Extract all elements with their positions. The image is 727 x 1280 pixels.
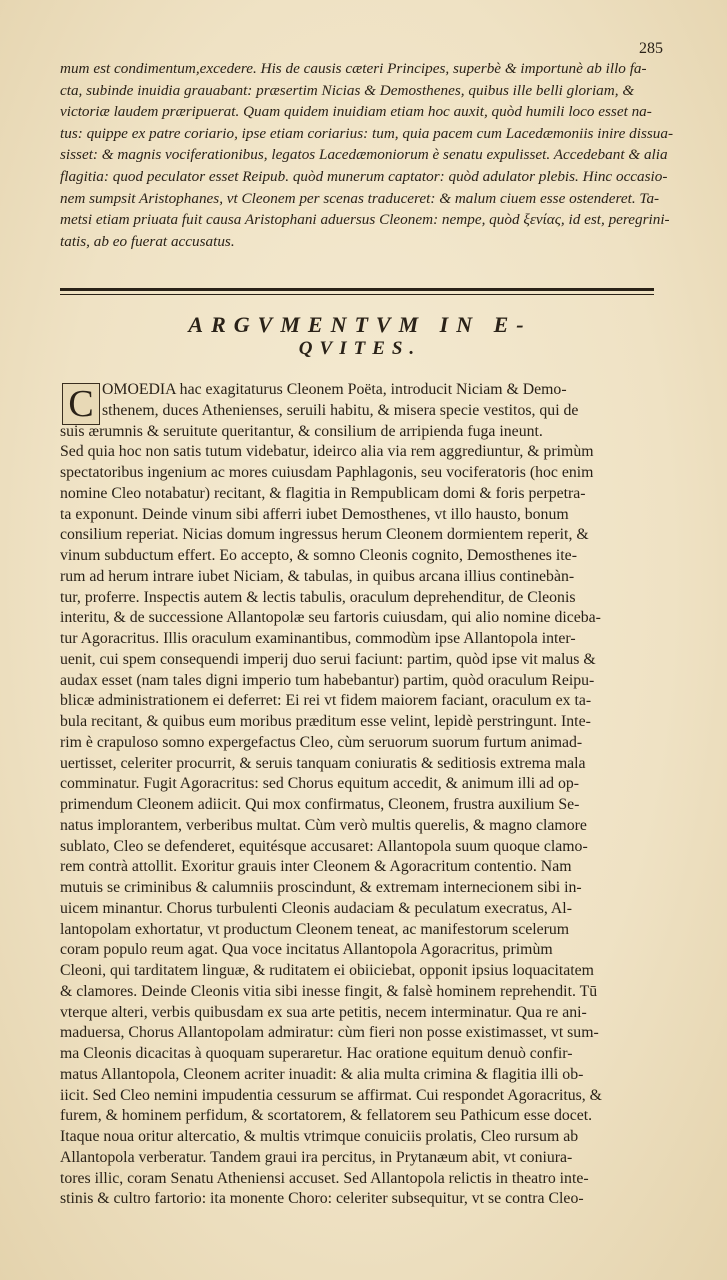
body-line: lantopolam exhortatur, vt productum Cleonem teneat, ac manifestorum scelerum	[60, 920, 570, 938]
body-line: bula recitant, & quibus eum moribus præditum esse velint, lepidè perstringunt. Inte-	[60, 713, 591, 730]
body-line: tores illic, coram Senatu Atheniensi accuset. Sed Allantopola relictis in theatro inte-	[60, 1169, 589, 1187]
argument-paragraph	[60, 380, 660, 1210]
body-line: mutuis se criminibus & calumniis proscindunt, & extremam internecionem sibi in-	[60, 879, 582, 896]
section-title-line2: QVITES.	[298, 338, 422, 359]
decorated-initial: C	[62, 383, 100, 425]
intro-line: metsi etiam priuata fuit causa Aristophani aduersus Cleonem: nempe, quòd ξενίας, id est, peregrini-	[60, 211, 670, 229]
body-line: vinum subductum effert. Eo accepto, & somno Cleonis cognito, Demosthenes ite-	[60, 547, 577, 564]
body-line: comminatur. Fugit Agoracritus: sed Chorus equitum accedit, & animum illi ad op-	[60, 775, 580, 793]
body-line: maduersa, Chorus Allantopolam admiratur: cùm fieri non posse existimasset, vt sum-	[60, 1024, 599, 1042]
body-line: ta exponunt. Deinde vinum sibi afferri iubet Demosthenes, vt illo hausto, bonum	[60, 505, 569, 523]
section-divider-thick	[60, 288, 654, 291]
body-line: uenit, cui spem consequendi imperij duo serui faciunt: partim, quòd ipse vit malus &	[60, 650, 596, 668]
body-line: coram populo reum agat. Qua voce incitatus Allantopola Agoracritus, primùm	[60, 941, 553, 959]
body-line: tur Agoracritus. Illis oraculum examinantibus, commodùm ipse Allantopola inter-	[60, 630, 576, 647]
body-line: spectatoribus ingenium ac mores cuiusdam Paphlagonis, seu vociferatoris (hoc enim	[60, 464, 594, 481]
body-line: Allantopola verberatur. Tandem graui ira percitus, in Prytanæum abit, vt coniura-	[60, 1148, 573, 1166]
body-line: natus implorantem, verberibus multat. Cùm verò multis querelis, & magno clamore	[60, 816, 587, 834]
body-line: OMOEDIA hac exagitaturus Cleonem Poëta, introducit Niciam & Demo-	[102, 381, 567, 398]
section-title-line1: ARGVMENTVM IN E-	[188, 312, 532, 337]
page-number: 285	[639, 40, 663, 57]
body-line: rim è crapuloso somno expergefactus Cleo, cùm seruorum suorum furtum animad-	[60, 733, 583, 751]
body-line: uertisset, celeriter procurrit, & seruis tanquam coniuratis & seditiosis extrema mala	[60, 754, 586, 772]
intro-line: tus: quippe ex patre coriario, ipse etiam coriarius: tum, quia pacem cum Lacedæmoniis inire dissua-	[60, 124, 674, 142]
section-divider-thin	[60, 294, 654, 295]
body-line: vterque alteri, verbis quibusdam ex sua arte petitis, necem interminatur. Qua re ani-	[60, 1003, 587, 1021]
body-line: sthenem, duces Athenienses, seruili habitu, & misera specie vestitos, qui de	[102, 401, 579, 419]
intro-line: cta, subinde inuidia grauabant: præsertim Nicias & Demosthenes, quibus ille belli gloriam, &	[60, 81, 635, 99]
body-line: furem, & hominem perfidum, & scortatorem, & fellatorem seu Pathicum esse docet.	[60, 1107, 593, 1125]
body-line: Itaque noua oritur altercatio, & multis vtrimque conuiciis prolatis, Cleo rursum ab	[60, 1128, 579, 1145]
intro-paragraph	[60, 58, 674, 252]
intro-line: victoriæ laudem præripuerat. Quam quidem inuidiam etiam hoc auxit, quòd humili loco esset na-	[60, 103, 652, 121]
body-line: suis ærumnis & seruitute queritantur, & consilium de arripienda fuga ineunt.	[60, 422, 543, 440]
body-line: matus Allantopola, Cleonem acriter inuadit: & alia multa crimina & flagitia illi ob-	[60, 1065, 584, 1083]
body-line: rum ad herum intrare iubet Niciam, & tabulas, in quibus arcana illius continebàn-	[60, 567, 575, 585]
intro-line: mum est condimentum,excedere. His de causis cæteri Principes, superbè & importunè ab illo fa-	[60, 60, 647, 77]
body-line: iicit. Sed Cleo nemini impudentia cessurum se affirmat. Cui respondet Agoracritus, &	[60, 1086, 602, 1104]
body-line: audax esset (nam tales digni imperio tum habebantur) partim, quòd oraculum Reipu-	[60, 671, 595, 689]
body-line: tur, proferre. Inspectis autem & lectis tabulis, oraculum deprehenditur, de Cleonis	[60, 588, 576, 606]
body-line: stinis & cultro fartorio: ita monente Choro: celeriter subsequitur, vt se contra Cleo-	[60, 1190, 584, 1208]
body-line: sublato, Cleo se defenderet, equitésque accusaret: Allantopola suum quoque clamo-	[60, 837, 588, 855]
intro-line: tatis, ab eo fuerat accusatus.	[60, 232, 235, 250]
body-line: & clamores. Deinde Cleonis vitia sibi inesse fingit, & falsè hominem reprehendit. Tū	[60, 982, 598, 1000]
body-line: Cleoni, qui tarditatem linguæ, & ruditatem ei obiiciebat, opponit ipsius loquacitatem	[60, 962, 594, 979]
body-line: ma Cleonis dicacitas à quoquam superaretur. Hac oratione equitum denuò confir-	[60, 1045, 573, 1062]
body-line: blicæ administrationem ei deferret: Ei rei vt fidem maiorem faciant, oraculum ex ta-	[60, 692, 592, 710]
intro-line: flagitia: quod peculator esset Reipub. quòd munerum captator: quòd adulator plebis. Hinc occasio-	[60, 167, 668, 185]
body-line: nomine Cleo notabatur) recitant, & flagitia in Rempublicam domi & foris perpetra-	[60, 484, 586, 502]
body-line: Sed quia hoc non satis tutum videbatur, ideirco alia via rem aggrediuntur, & primùm	[60, 443, 594, 461]
intro-line: sisset: & magnis vociferationibus, legatos Lacedæmoniorum è senatu expulisset. Accedebant & alia	[60, 146, 668, 164]
body-line: interitu, & de successione Allantopolæ seu fartoris cuiusdam, qui alio nomine diceba-	[60, 609, 601, 627]
body-line: rem contrà attollit. Exoritur grauis inter Cleonem & Agoracritum contentio. Nam	[60, 858, 572, 876]
body-line: consilium reperiat. Nicias domum ingressus herum Cleonem dormientem reperit, &	[60, 526, 589, 544]
body-line: primendum Cleonem adiicit. Qui mox confirmatus, Cleonem, frustra auxilium Se-	[60, 796, 580, 813]
body-line: uicem minantur. Chorus turbulenti Cleonis audaciam & peculatum execratus, Al-	[60, 899, 572, 917]
intro-line: nem sumpsit Aristophanes, vt Cleonem per scenas traduceret: & malum ciuem esse ostenderet. Ta-	[60, 189, 660, 207]
